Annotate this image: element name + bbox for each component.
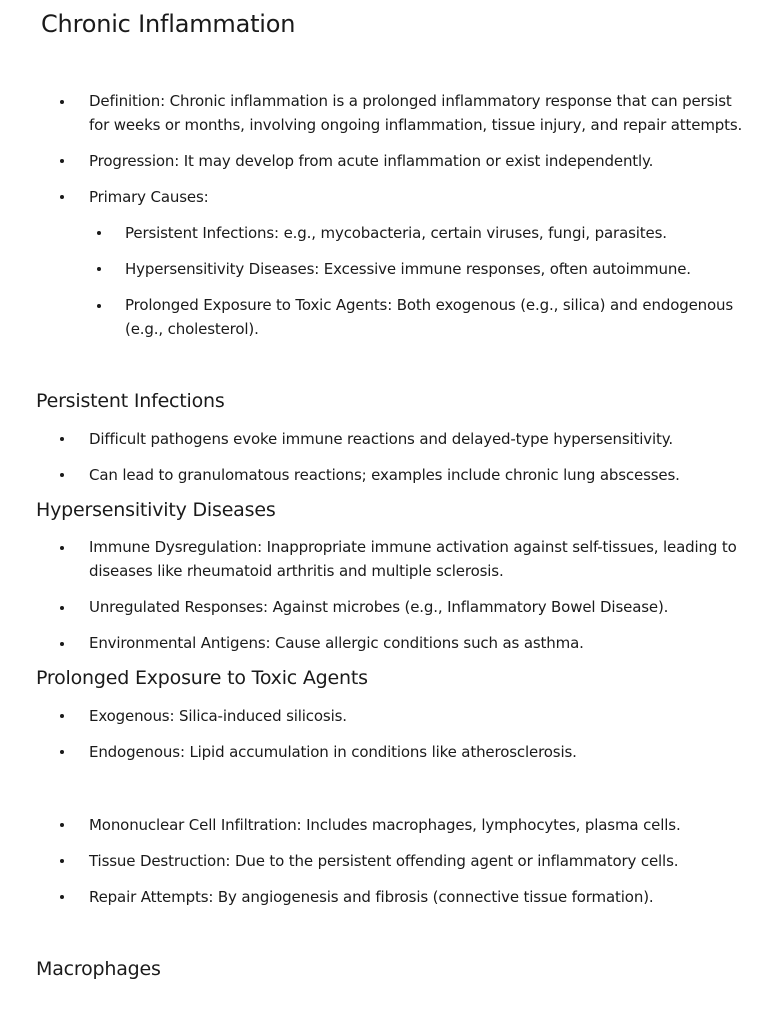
bullet-icon	[60, 895, 64, 899]
list-item-mononuclear: Mononuclear Cell Infiltration: Includes macrophages, lymphocytes, plasma cells.	[89, 816, 681, 834]
list-item: Unregulated Responses: Against microbes (e.g., Inflammatory Bowel Disease).	[89, 598, 669, 616]
section-heading-persistent-infections: Persistent Infections	[36, 390, 225, 412]
sub-item-persistent-infections: Persistent Infections: e.g., mycobacteria, certain viruses, fungi, parasites.	[125, 224, 667, 242]
bullet-icon	[97, 267, 101, 271]
list-item: Can lead to granulomatous reactions; examples include chronic lung abscesses.	[89, 466, 680, 484]
bullet-icon	[97, 231, 101, 235]
bullet-icon	[60, 642, 64, 646]
list-item-tissue-destruction: Tissue Destruction: Due to the persistent offending agent or inflammatory cells.	[89, 852, 679, 870]
bullet-icon	[60, 750, 64, 754]
list-item-primary-causes: Primary Causes:	[89, 188, 209, 206]
list-item-repair-attempts: Repair Attempts: By angiogenesis and fibrosis (connective tissue formation).	[89, 888, 654, 906]
page-title: Chronic Inflammation	[41, 10, 296, 38]
list-item: Environmental Antigens: Cause allergic conditions such as asthma.	[89, 634, 584, 652]
bullet-icon	[60, 473, 64, 477]
list-item-definition: Definition: Chronic inflammation is a prolonged inflammatory response that can persist for weeks or months, involving ongoing inflammation, tissue injury, and repair attempts.	[89, 92, 743, 134]
bullet-icon	[60, 859, 64, 863]
sub-item-hypersensitivity: Hypersensitivity Diseases: Excessive immune responses, often autoimmune.	[125, 260, 691, 278]
list-item-progression: Progression: It may develop from acute inflammation or exist independently.	[89, 152, 654, 170]
bullet-icon	[60, 100, 64, 104]
bullet-icon	[60, 546, 64, 550]
bullet-icon	[60, 159, 64, 163]
list-item: Difficult pathogens evoke immune reactions and delayed-type hypersensitivity.	[89, 430, 673, 448]
section-heading-hypersensitivity-diseases: Hypersensitivity Diseases	[36, 499, 276, 521]
bullet-icon	[60, 714, 64, 718]
list-item: Endogenous: Lipid accumulation in conditions like atherosclerosis.	[89, 743, 577, 761]
bullet-icon	[60, 195, 64, 199]
bullet-icon	[60, 437, 64, 441]
bullet-icon	[60, 823, 64, 827]
bullet-icon	[60, 606, 64, 610]
list-item: Exogenous: Silica-induced silicosis.	[89, 707, 347, 725]
section-heading-macrophages: Macrophages	[36, 958, 161, 980]
bullet-icon	[97, 304, 101, 308]
section-heading-toxic-agents: Prolonged Exposure to Toxic Agents	[36, 667, 368, 689]
sub-item-toxic-agents: Prolonged Exposure to Toxic Agents: Both exogenous (e.g., silica) and endogenous (e.g., cholesterol).	[125, 296, 734, 338]
list-item: Immune Dysregulation: Inappropriate immune activation against self-tissues, leading to diseases like rheumatoid arthritis and multiple sclerosis.	[89, 538, 737, 580]
